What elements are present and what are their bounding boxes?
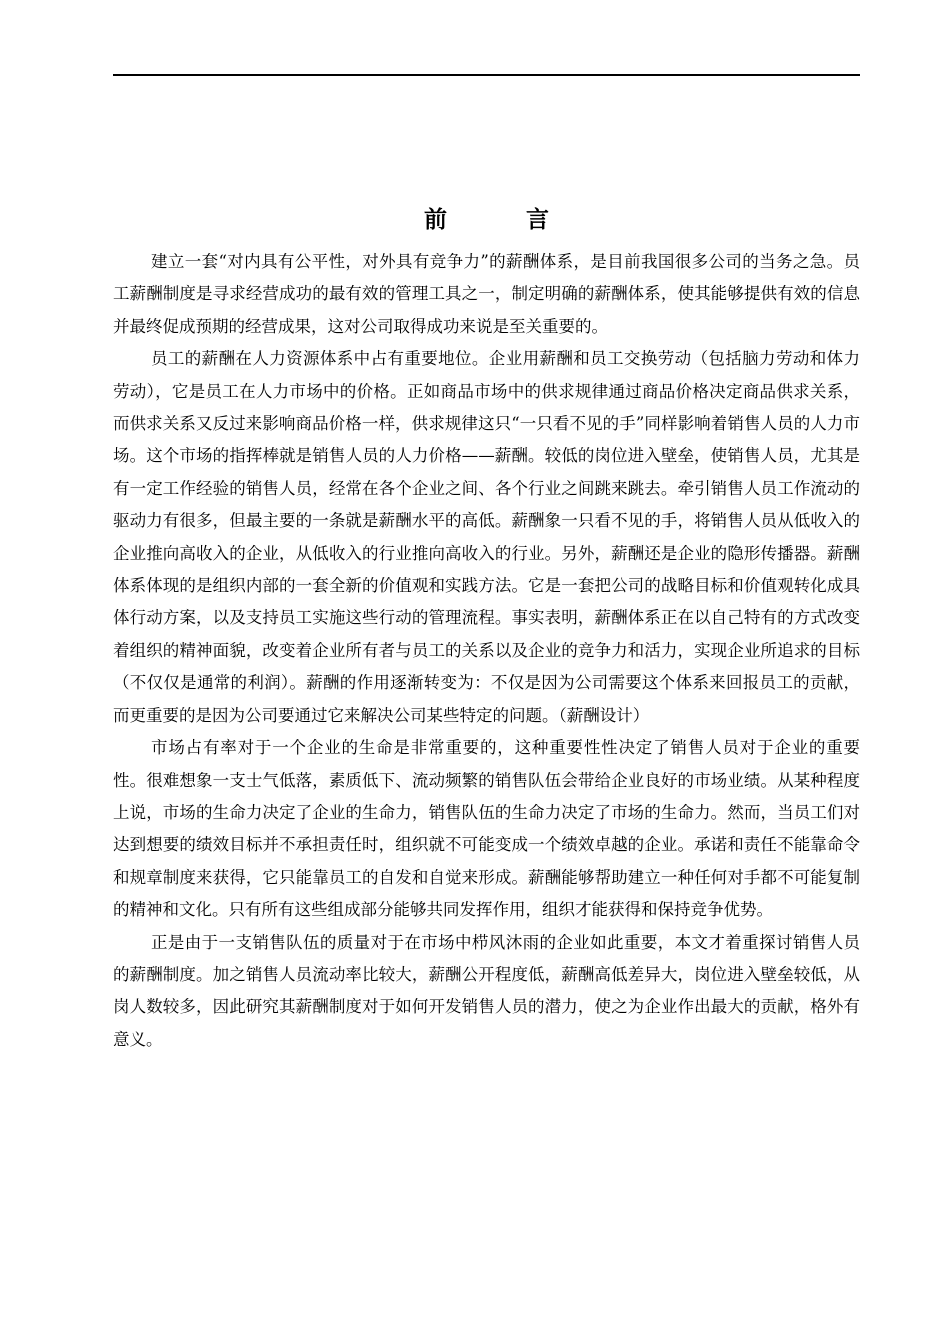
paragraph-4: 正是由于一支销售队伍的质量对于在市场中栉风沐雨的企业如此重要，本文才着重探讨销售人员的薪酬制度。加之销售人员流动率比较大，薪酬公开程度低，薪酬高低差异大，岗位进入壁垒较低，从岗人数较多，因此研究其薪酬制度对于如何开发销售人员的潜力，使之为企业作出最大的贡献，格外有意义。 <box>113 932 860 1049</box>
body-text <box>113 246 860 1056</box>
paragraph-3: 市场占有率对于一个企业的生命是非常重要的，这种重要性性决定了销售人员对于企业的重要性。很难想象一支士气低落，素质低下、流动频繁的销售队伍会带给企业良好的市场业绩。从某种程度上说，市场的生命力决定了企业的生命力，销售队伍的生命力决定了市场的生命力。然而，当员工们对达到想要的绩效目标并不承担责任时，组织就不可能变成一个绩效卓越的企业。承诺和责任不能靠命令和规章制度来获得，它只能靠员工的自发和自觉来形成。薪酬能够帮助建立一种任何对手都不可能复制的精神和文化。只有所有这些组成部分能够共同发挥作用，组织才能获得和保持竞争优势。 <box>113 738 860 920</box>
paragraph-1: 建立一套“对内具有公平性，对外具有竞争力”的薪酬体系，是目前我国很多公司的当务之急。员工薪酬制度是寻求经营成功的最有效的管理工具之一，制定明确的薪酬体系，使其能够提供有效的信息并最终促成预期的经营成果，这对公司取得成功来说是至关重要的。 <box>113 252 860 336</box>
header-rule <box>113 74 860 76</box>
page-title: 前 言 <box>424 207 577 233</box>
paragraph-2: 员工的薪酬在人力资源体系中占有重要地位。企业用薪酬和员工交换劳动（包括脑力劳动和体力劳动），它是员工在人力市场中的价格。正如商品市场中的供求规律通过商品价格决定商品供求关系，而供求关系又反过来影响商品价格一样，供求规律这只“一只看不见的手”同样影响着销售人员的人力市场。这个市场的指挥棒就是销售人员的人力价格——薪酬。较低的岗位进入壁垒，使销售人员，尤其是有一定工作经验的销售人员，经常在各个企业之间、各个行业之间跳来跳去。牵引销售人员工作流动的驱动力有很多，但最主要的一条就是薪酬水平的高低。薪酬象一只看不见的手，将销售人员从低收入的企业推向高收入的企业，从低收入的行业推向高收入的行业。另外，薪酬还是企业的隐形传播器。薪酬体系体现的是组织内部的一套全新的价值观和实践方法。它是一套把公司的战略目标和价值观转化成具体行动方案，以及支持员工实施这些行动的管理流程。事实表明，薪酬体系正在以自己特有的方式改变着组织的精神面貌，改变着企业所有者与员工的关系以及企业的竞争力和活力，实现企业所追求的目标（不仅仅是通常的利润）。薪酬的作用逐渐转变为：不仅是因为公司需要这个体系来回报员工的贡献，而更重要的是因为公司要通过它来解决公司某些特定的问题。（薪酬设计） <box>113 349 860 725</box>
